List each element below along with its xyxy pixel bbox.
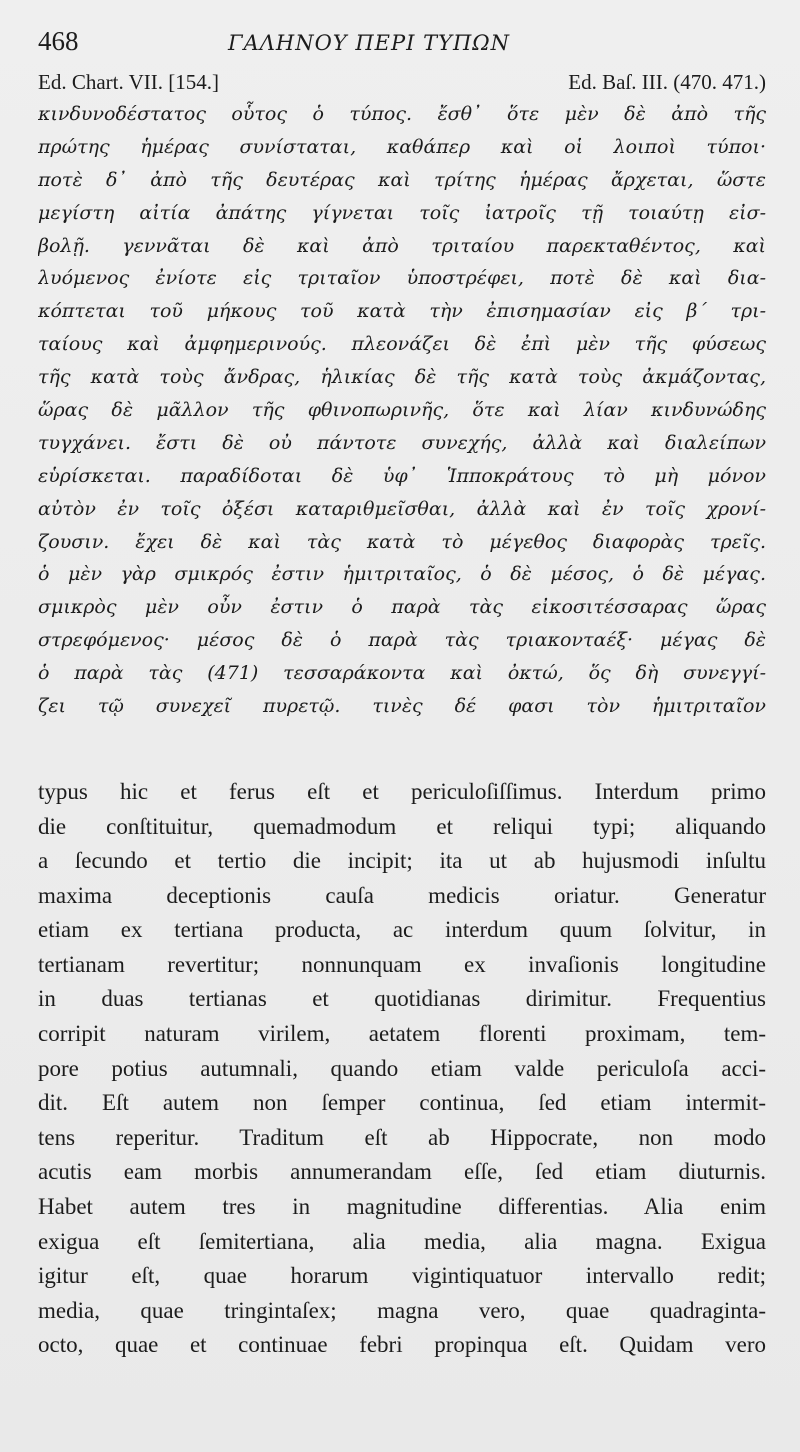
latin-text-line: tens reperitur. Traditum eſt ab Hippocrate, non modo — [38, 1124, 766, 1150]
greek-text-line: βολῇ. γεννᾶται δὲ καὶ ἀπὸ τριταίου παρεκταθέντος, καὶ — [38, 234, 766, 257]
greek-text-line: ὁ παρὰ τὰς (471) τεσσαράκοντα καὶ ὀκτώ, ὅς δὴ συνεγγί- — [38, 662, 766, 685]
latin-text-line: Habet autem tres in magnitudine differentias. Alia enim — [38, 1194, 766, 1220]
greek-text-line: εὑρίσκεται. παραδίδοται δὲ ὑφ᾽ Ἱπποκράτους τὸ μὴ μόνον — [38, 464, 766, 487]
greek-text-line: ὥρας δὲ μᾶλλον τῆς φθινοπωρινῆς, ὅτε καὶ λίαν κινδυνώδης — [38, 399, 766, 422]
greek-text-line: στρεφόμενος· μέσος δὲ ὁ παρὰ τὰς τριακονταέξ· μέγας δὲ — [38, 629, 766, 652]
page-number: 468 — [38, 26, 79, 56]
latin-text-line: media, quae tringintaſex; magna vero, quae quadraginta- — [38, 1297, 766, 1323]
greek-text-line: ποτὲ δ᾽ ἀπὸ τῆς δευτέρας καὶ τρίτης ἡμέρας ἄρχεται, ὥστε — [38, 168, 766, 191]
edition-reference-left: Ed. Chart. VII. [154.] — [38, 70, 219, 94]
latin-text-line: tertianam revertitur; nonnunquam ex invaſionis longitudine — [38, 951, 766, 977]
greek-text-line: τυγχάνει. ἔστι δὲ οὐ πάντοτε συνεχής, ἀλλὰ καὶ διαλείπων — [38, 431, 766, 454]
latin-text-line: dit. Eſt autem non ſemper continua, ſed etiam intermit- — [38, 1090, 766, 1116]
latin-text-line: in duas tertianas et quotidianas dirimitur. Frequentius — [38, 986, 766, 1012]
greek-text-line: τῆς κατὰ τοὺς ἄνδρας, ἡλικίας δὲ τῆς κατὰ τοὺς ἀκμάζοντας, — [38, 366, 766, 389]
latin-text-line: octo, quae et continuae febri propinqua eſt. Quidam vero — [38, 1332, 766, 1358]
edition-reference-line — [38, 68, 766, 96]
greek-text-line: ζει τῷ συνεχεῖ πυρετῷ. τινὲς δέ φασι τὸν ἡμιτριταῖον — [38, 695, 766, 718]
greek-text-line: ταίους καὶ ἀμφημερινούς. πλεονάζει δὲ ἐπὶ μὲν τῆς φύσεως — [38, 333, 766, 356]
latin-text-line: etiam ex tertiana producta, ac interdum quum ſolvitur, in — [38, 917, 766, 943]
latin-text-line: igitur eſt, quae horarum vigintiquatuor intervallo redit; — [38, 1263, 766, 1289]
greek-text-line: λυόμενος ἐνίοτε εἰς τριταῖον ὑποστρέφει, ποτὲ δὲ καὶ δια- — [38, 267, 766, 290]
latin-text-line: exigua eſt ſemitertiana, alia media, alia magna. Exigua — [38, 1228, 766, 1254]
latin-text-block — [38, 775, 766, 1363]
running-title: ΓΑΛΗΝΟΥ ΠΕΡΙ ΤΥΠΩΝ — [228, 31, 511, 55]
latin-text-line: maxima deceptionis cauſa medicis oriatur. Generatur — [38, 882, 766, 908]
greek-text-line: κόπτεται τοῦ μήκους τοῦ κατὰ τὴν ἐπισημασίαν εἰς β΄ τρι- — [38, 300, 766, 323]
latin-text-line: acutis eam morbis annumerandam eſſe, ſed etiam diuturnis. — [38, 1159, 766, 1185]
greek-text-line: κινδυνοδέστατος οὗτος ὁ τύπος. ἔσθ᾽ ὅτε μὲν δὲ ἀπὸ τῆς — [38, 103, 766, 125]
greek-text-line: σμικρὸς μὲν οὖν ἐστιν ὁ παρὰ τὰς εἰκοσιτέσσαρας ὥρας — [38, 596, 766, 619]
greek-text-block — [38, 98, 766, 723]
greek-text-line: ὁ μὲν γὰρ σμικρός ἐστιν ἡμιτριταῖος, ὁ δὲ μέσος, ὁ δὲ μέγας. — [38, 563, 766, 586]
edition-reference-right: Ed. Baſ. III. (470. 471.) — [568, 70, 766, 94]
running-head — [38, 26, 766, 68]
latin-text-line: pore potius autumnali, quando etiam valde periculoſa acci- — [38, 1055, 766, 1081]
latin-text-line: die conſtituitur, quemadmodum et reliqui typi; aliquando — [38, 813, 766, 839]
greek-text-line: ζουσιν. ἔχει δὲ καὶ τὰς κατὰ τὸ μέγεθος διαφορὰς τρεῖς. — [38, 530, 766, 553]
latin-text-line: typus hic et ferus eſt et periculoſiſſimus. Interdum primo — [38, 778, 766, 804]
latin-text-line: corripit naturam virilem, aetatem florenti proximam, tem- — [38, 1021, 766, 1047]
latin-text-line: a ſecundo et tertio die incipit; ita ut ab hujusmodi inſultu — [38, 848, 766, 874]
greek-text-line: αὐτὸν ἐν τοῖς ὀξέσι καταριθμεῖσθαι, ἀλλὰ καὶ ἐν τοῖς χρονί- — [38, 497, 766, 520]
greek-text-line: πρώτης ἡμέρας συνίσταται, καθάπερ καὶ οἱ λοιποὶ τύποι· — [38, 135, 766, 158]
greek-text-line: μεγίστη αἰτία ἀπάτης γίγνεται τοῖς ἰατροῖς τῇ τοιαύτῃ εἰσ- — [38, 201, 766, 224]
